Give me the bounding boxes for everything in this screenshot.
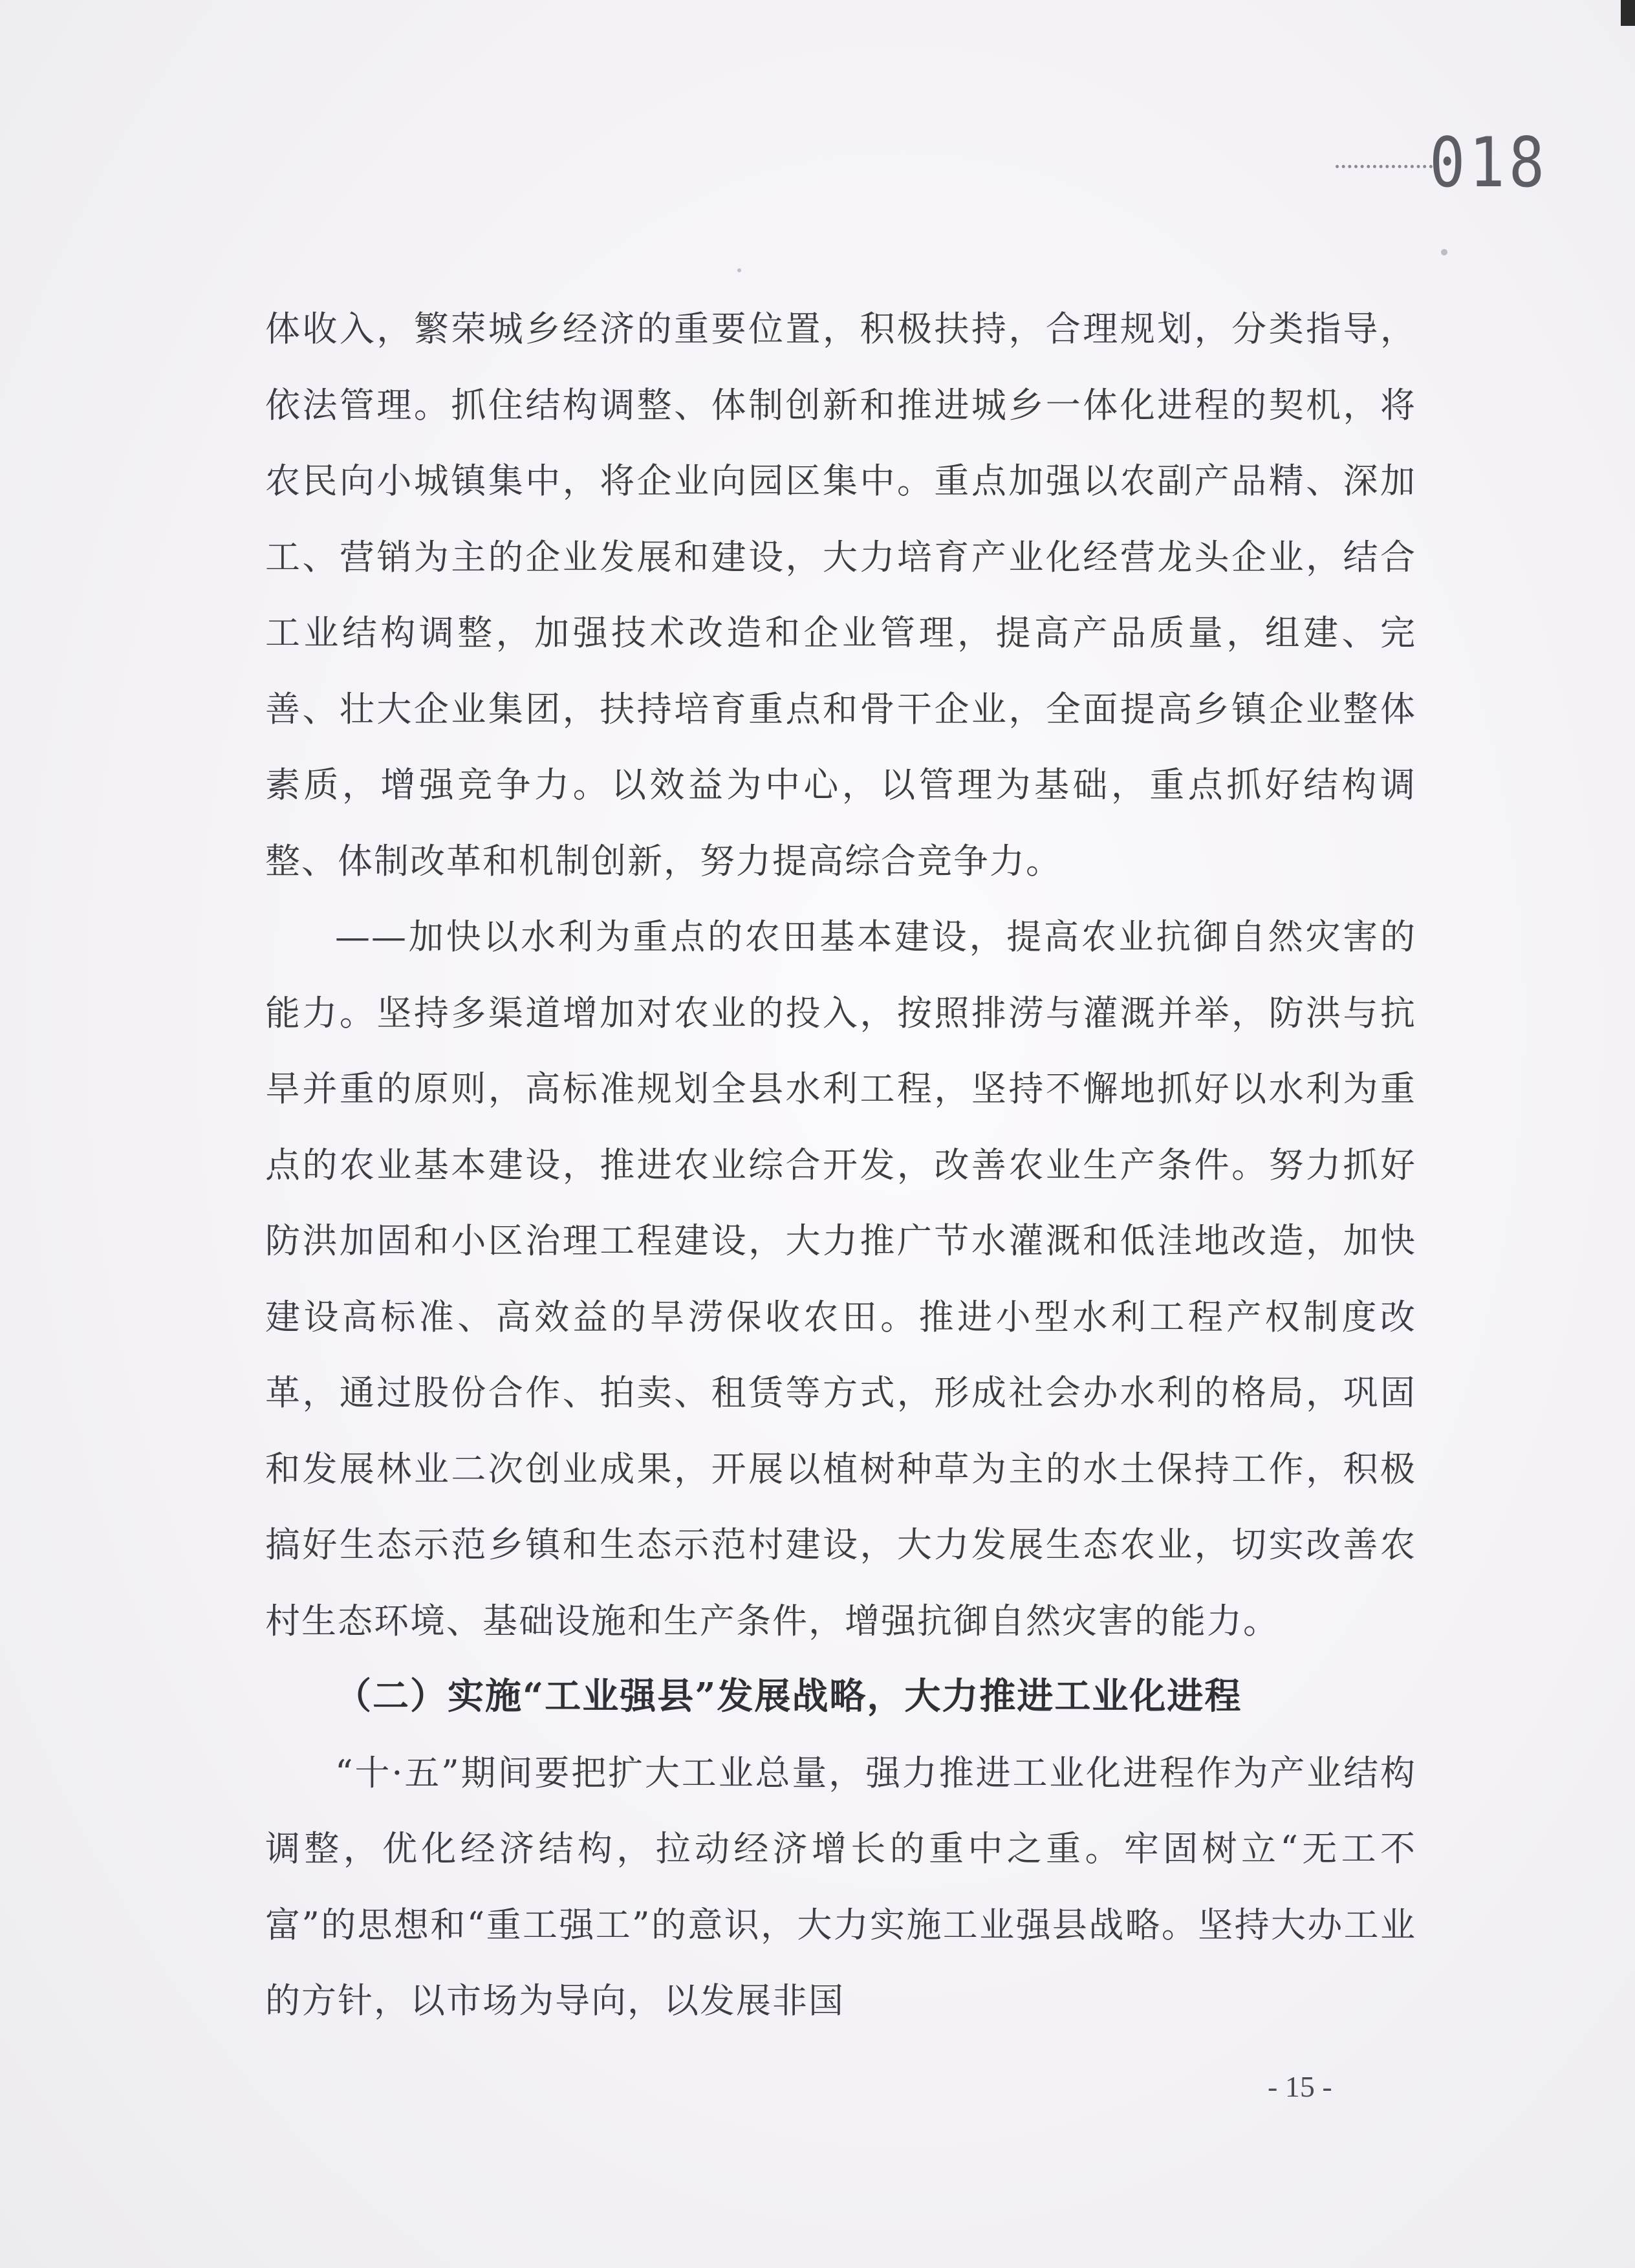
section-heading: （二）实施“工业强县”发展战略，大力推进工业化进程 <box>335 1675 1242 1718</box>
page-number: - 15 - <box>1268 2070 1332 2103</box>
scan-corner-mark <box>1621 0 1635 26</box>
paragraph-continued: 体收入，繁荣城乡经济的重要位置，积极扶持，合理规划，分类指导，依法管理。抓住结构调整、体制创新和推进城乡一体化进程的契机，将农民向小城镇集中，将企业向园区集中。重点加强以农副产品精、深加工、营销为主的企业发展和建设，大力培育产业化经营龙头企业，结合工业结构调整，加强技术改造和企业管理，提高产品质量，组建、完善、壮大企业集团，扶持培育重点和骨干企业，全面提高乡镇企业整体素质，增强竞争力。以效益为中心，以管理为基础，重点抓好结构调整、体制改革和机制创新，努力提高综合竞争力。 <box>265 308 1416 881</box>
scan-speck <box>1441 249 1447 255</box>
paragraph-water-conservancy: ——加快以水利为重点的农田基本建设，提高农业抗御自然灾害的能力。坚持多渠道增加对农业的投入，按照排涝与灌溉并举，防洪与抗旱并重的原则，高标准规划全县水利工程，坚持不懈地抓好以水利为重点的农业基本建设，推进农业综合开发，改善农业生产条件。努力抓好防洪加固和小区治理工程建设，大力推广节水灌溉和低洼地改造，加快建设高标准、高效益的旱涝保收农田。推进小型水利工程产权制度改革，通过股份合作、拍卖、租赁等方式，形成社会办水利的格局，巩固和发展林业二次创业成果，开展以植树种草为主的水土保持工作，积极搞好生态示范乡镇和生态示范村建设，大力发展生态农业，切实改善农村生态环境、基础设施和生产条件，增强抗御自然灾害的能力。 <box>265 916 1416 1641</box>
document-body <box>265 291 1416 2039</box>
section-paragraph: “十·五”期间要把扩大工业总量，强力推进工业化进程作为产业结构调整，优化经济结构，拉动经济增长的重中之重。牢固树立“无工不富”的思想和“重工强工”的意识，大力实施工业强县战略。坚持大办工业的方针，以市场为导向，以发展非国 <box>265 1752 1416 2021</box>
stamp-dots <box>1336 165 1433 172</box>
archive-number-stamp: 018 <box>1429 123 1549 203</box>
scan-speck <box>737 268 741 272</box>
